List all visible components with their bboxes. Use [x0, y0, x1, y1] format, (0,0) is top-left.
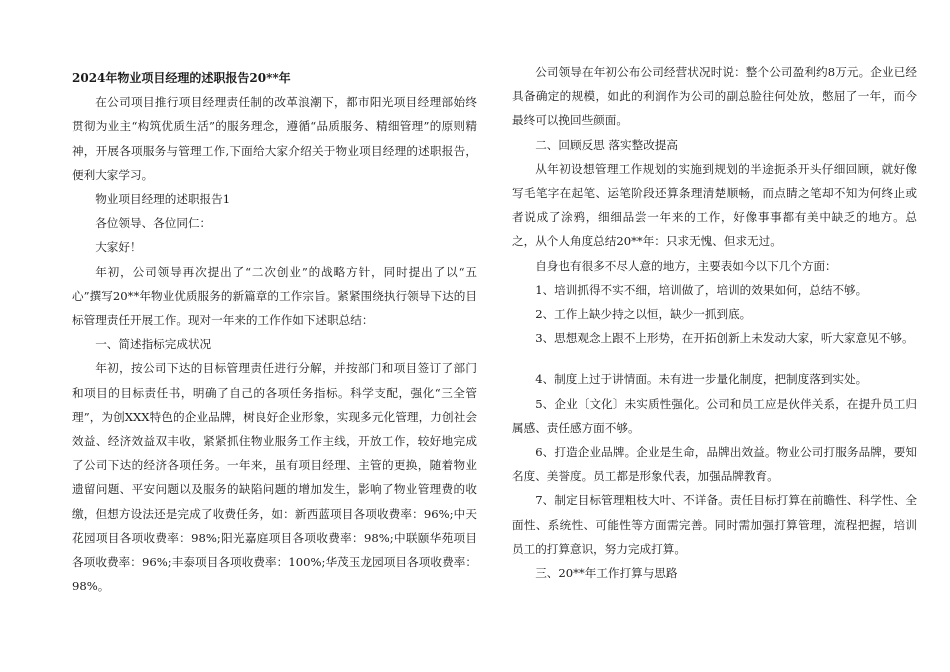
shortcoming-item-1: 1、培训抓得不实不细，培训做了，培训的效果如何，总结不够。 — [535, 282, 868, 297]
section-heading-2: 二、回顾反思 落实整改提高 — [535, 137, 678, 152]
shortcoming-item-4: 4、制度上过于讲情面。未有进一步量化制度，把制度落到实处。 — [535, 372, 868, 387]
shortcoming-item-6: 6、打造企业品牌。企业是生命，品牌出效益。物业公司打服务品牌，要知名度、美誉度。员工都是形象代表，加强品牌教育。 — [512, 445, 917, 484]
shortcomings-intro: 自身也有很多不尽人意的地方，主要表如今以下几个方面： — [535, 258, 837, 273]
review-paragraph: 从年初设想管理工作规划的实施到规划的半途扼杀开头仔细回顾，就好像写毛笔字在起笔、运笔阶段还算条理清楚顺畅，而点睛之笔却不知为何终止或者说成了涂鸦，细细品尝一年来的工作，好像事事都有美中缺乏的地方。总之，从个人角度总结20**年：只求无愧、但求无过。 — [512, 161, 917, 249]
shortcoming-item-7: 7、制定目标管理粗枝大叶、不详备。责任目标打算在前瞻性、科学性、全面性、系统性、可能性等方面需完善。同时需加强打算管理，流程把握，培训员工的打算意识，努力完成打算。 — [512, 493, 917, 556]
opening-paragraph: 年初，公司领导再次提出了“二次创业”的战略方针，同时提出了以“五心”撰写20**年物业优质服务的新篇章的工作宗旨。紧紧围绕执行领导下达的目标管理责任开展工作。现对一年来的工作作如下述职总结： — [72, 264, 477, 328]
salutation: 各位领导、各位同仁： — [95, 216, 212, 231]
report-subtitle: 物业项目经理的述职报告1 — [95, 192, 231, 207]
right-column — [512, 60, 917, 585]
intro-paragraph: 在公司项目推行项目经理责任制的改革浪潮下，都市阳光项目经理部始终贯彻为业主“构筑优质生活”的服务理念，遵循“品质服务、精细管理”的原则精神，开展各项服务与管理工作,下面给大家介绍关于物业项目经理的述职报告，便利大家学习。 — [72, 95, 477, 182]
left-column — [72, 60, 477, 598]
profit-paragraph: 公司领导在年初公布公司经营状况时说：整个公司盈利约8万元。企业已经具备确定的规模，如此的利润作为公司的副总脸往何处放，憋屈了一年，而今最终可以挽回些颜面。 — [512, 65, 917, 128]
document-title: 2024年物业项目经理的述职报告20**年 — [72, 71, 291, 85]
blank-gap — [512, 350, 917, 367]
shortcoming-item-5: 5、企业〔文化〕未实质性强化。公司和员工应是伙伴关系，在提升员工归属感、责任感方面不够。 — [512, 396, 917, 435]
section-heading-3: 三、20**年工作打算与思路 — [535, 566, 678, 581]
indicator-paragraph: 年初，按公司下达的目标管理责任进行分解，并按部门和项目签订了部门和项目的目标责任书，明确了自己的各项任务指标。科学支配，强化“三全管理”，为创XXX特色的企业品牌，树良好企业形象，实现多元化管理，力创社会效益、经济效益双丰收，紧紧抓住物业服务工作主线，开放工作，较好地完成了公司下达的经济各项任务。一年来，虽有项目经理、主管的更换，随着物业遗留问题、平安问题以及服务的缺陷问题的增加发生，影响了物业管理费的收缴，但想方设法还是完成了收费任务，如：新西蓝项目各项收费率：96%;中天花园项目各项收费率：98%;阳光嘉庭项目各项收费率：98%;中联颐华苑项目各项收费率：96%;丰泰项目各项收费率：100%;华茂玉龙园项目各项收费率：98%。 — [72, 361, 477, 594]
shortcoming-item-3: 3、思想观念上跟不上形势，在开拓创新上未发动大家，听大家意见不够。 — [535, 331, 914, 346]
greeting: 大家好！ — [95, 240, 142, 255]
section-heading-1: 一、简述指标完成状况 — [95, 337, 212, 352]
shortcoming-item-2: 2、工作上缺少持之以恒，缺少一抓到底。 — [535, 307, 752, 322]
